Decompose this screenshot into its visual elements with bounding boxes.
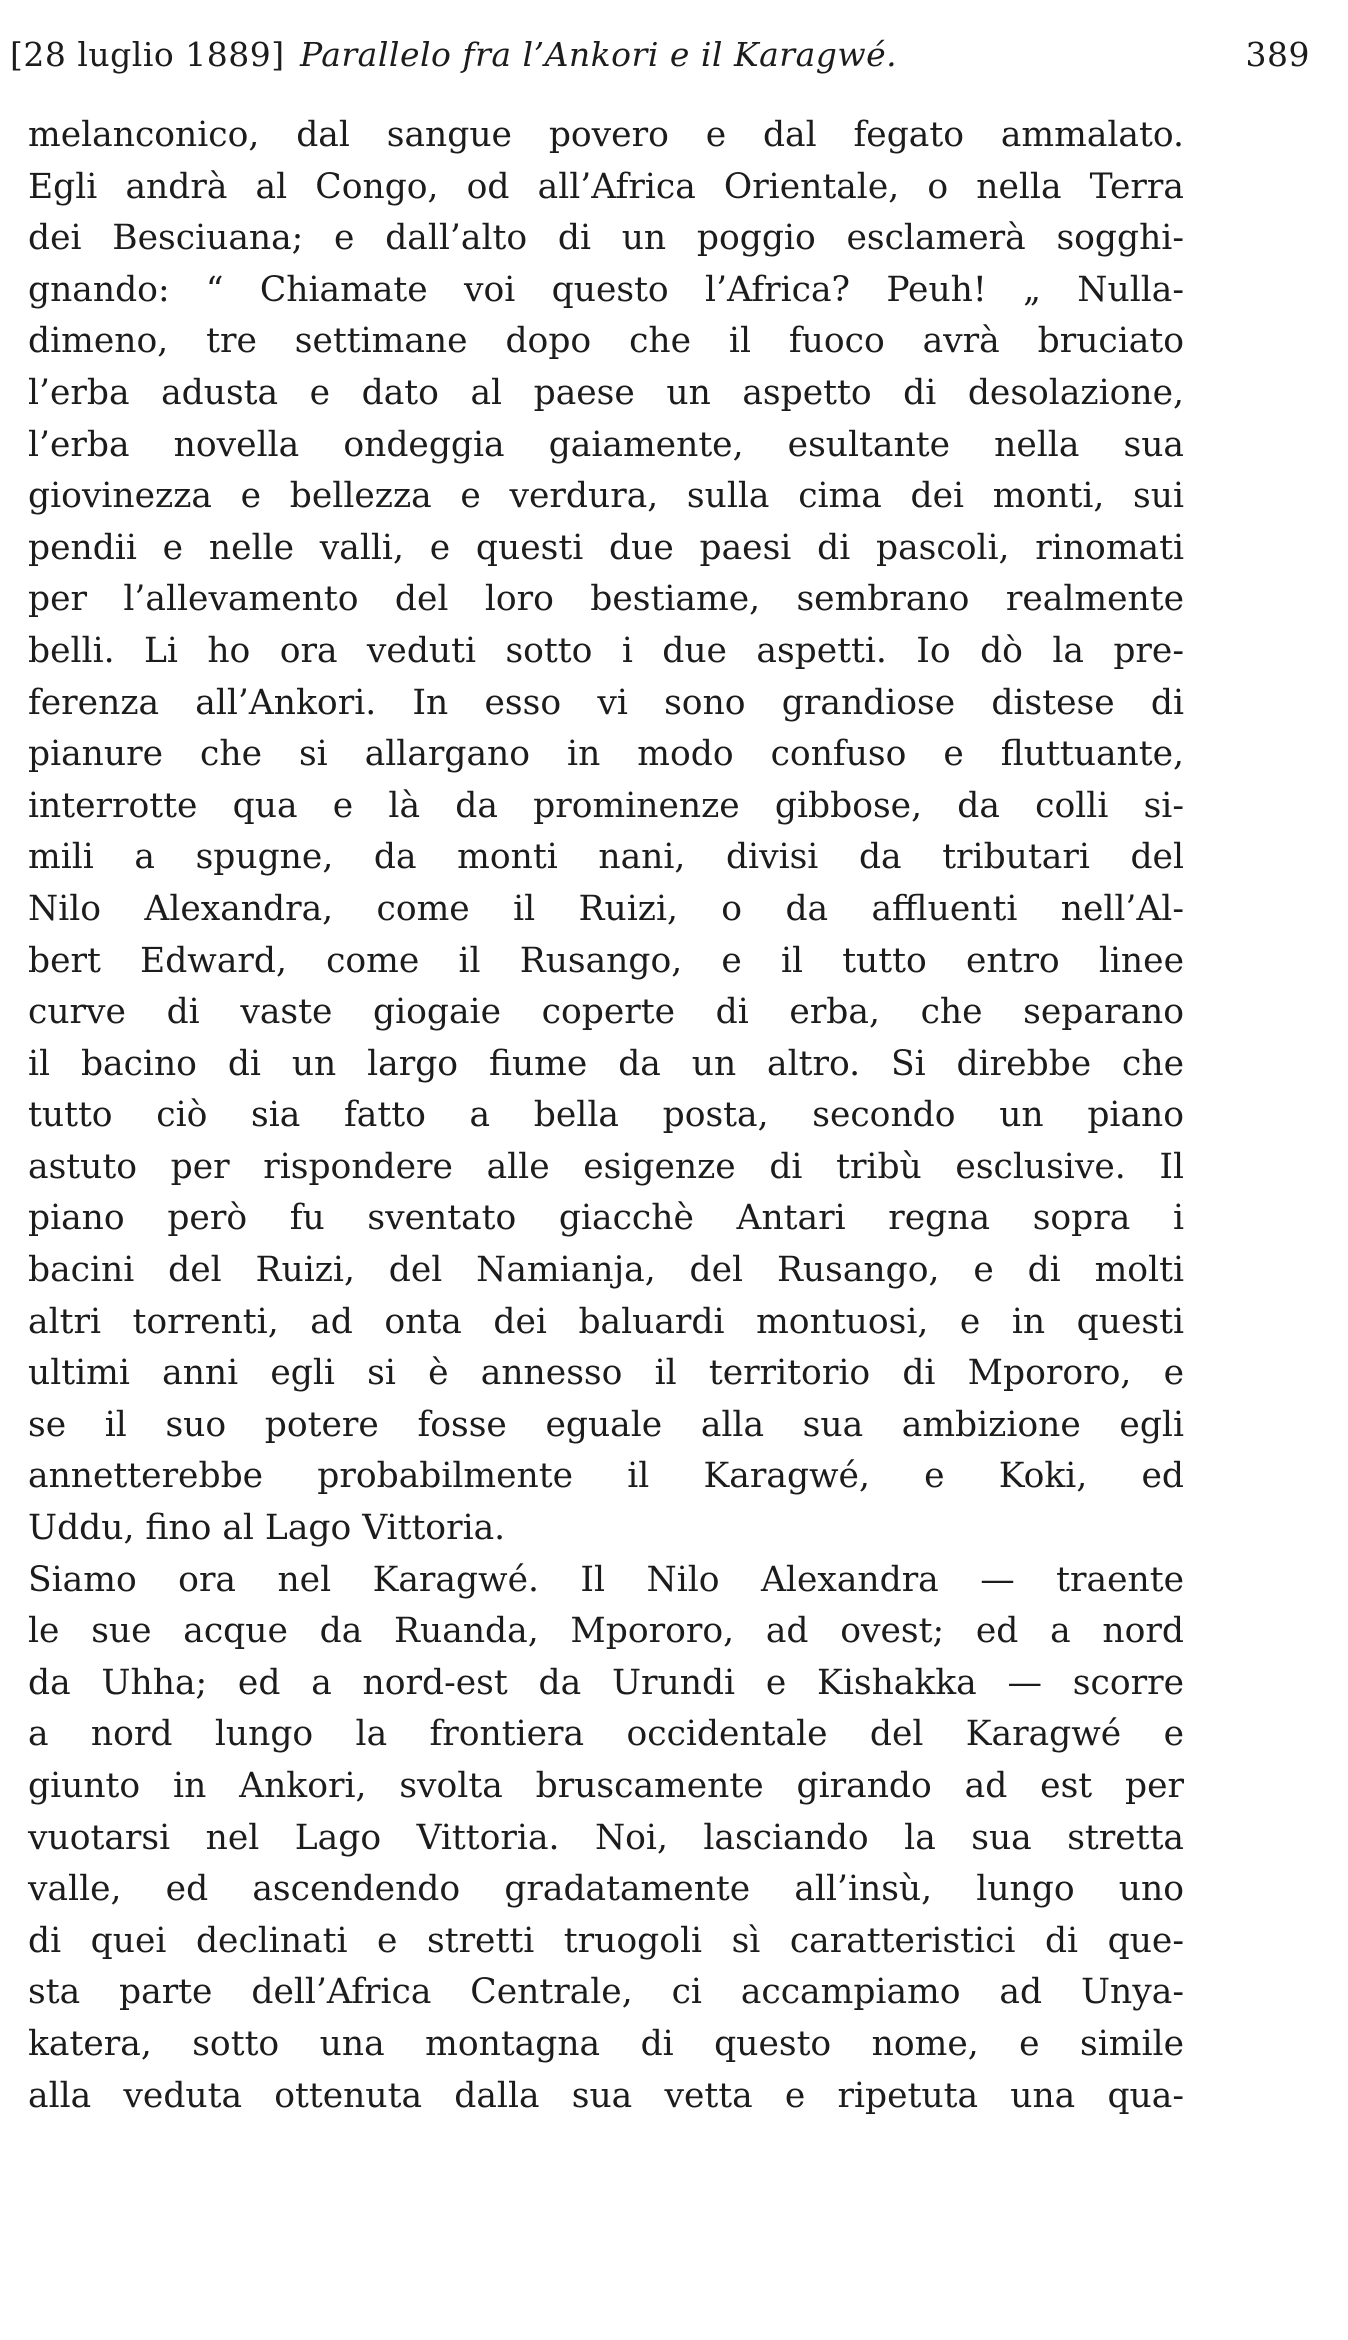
text-line: melanconico, dal sangue povero e dal fegato ammalato. — [28, 115, 1184, 155]
text-line: piano però fu sventato giacchè Antari regna sopra i — [28, 1198, 1184, 1239]
text-line: bert Edward, come il Rusango, e il tutto entro linee — [28, 940, 1184, 981]
text-line: vuotarsi nel Lago Vittoria. Noi, lasciando la sua stretta — [28, 1817, 1184, 1858]
text-line: katera, sotto una montagna di questo nome, e simile — [28, 2023, 1184, 2064]
text-line: a nord lungo la frontiera occidentale del Karagwé e — [28, 1714, 1184, 1755]
text-line: mili a spugne, da monti nani, divisi da tributari del — [28, 837, 1184, 878]
text-line: il bacino di un largo fiume da un altro. Si direbbe che — [28, 1043, 1184, 1084]
header-date: [28 luglio 1889] — [10, 35, 285, 74]
text-line: di quei declinati e stretti truogoli sì caratteristici di que- — [28, 1920, 1184, 1961]
text-line: interrotte qua e là da prominenze gibbose, da colli si- — [28, 785, 1184, 826]
text-line: alla veduta ottenuta dalla sua vetta e ripetuta una qua- — [28, 2075, 1184, 2116]
text-line: dimeno, tre settimane dopo che il fuoco avrà bruciato — [28, 321, 1184, 362]
text-line: Uddu, fino al Lago Vittoria. — [28, 1508, 506, 1549]
text-line: dei Besciuana; e dall’alto di un poggio esclamerà sogghi- — [28, 218, 1184, 259]
text-line: gnando: “ Chiamate voi questo l’Africa? Peuh! „ Nulla- — [28, 269, 1184, 310]
paragraph-2 — [28, 1555, 1184, 2123]
text-line: pendii e nelle valli, e questi due paesi di pascoli, rinomati — [28, 527, 1184, 568]
text-line: valle, ed ascendendo gradatamente all’insù, lungo uno — [28, 1869, 1184, 1910]
text-line: per l’allevamento del loro bestiame, sembrano realmente — [28, 579, 1184, 620]
running-header — [10, 30, 1310, 80]
body-text — [28, 110, 1184, 2122]
text-line: astuto per rispondere alle esigenze di tribù esclusive. Il — [28, 1146, 1184, 1187]
text-line: l’erba novella ondeggia gaiamente, esultante nella sua — [28, 424, 1184, 465]
text-line: curve di vaste giogaie coperte di erba, che separano — [28, 992, 1184, 1033]
text-line: bacini del Ruizi, del Namianja, del Rusango, e di molti — [28, 1250, 1184, 1291]
text-line: belli. Li ho ora veduti sotto i due aspetti. Io dò la pre- — [28, 630, 1184, 671]
text-line: da Uhha; ed a nord-est da Urundi e Kishakka — scorre — [28, 1662, 1184, 1703]
text-line: giovinezza e bellezza e verdura, sulla cima dei monti, sui — [28, 476, 1184, 517]
text-line: Siamo ora nel Karagwé. Il Nilo Alexandra — traente — [28, 1559, 1184, 1600]
text-line: sta parte dell’Africa Centrale, ci accampiamo ad Unya- — [28, 1972, 1184, 2013]
text-line: se il suo potere fosse eguale alla sua ambizione egli — [28, 1404, 1184, 1445]
text-line: annetterebbe probabilmente il Karagwé, e Koki, ed — [28, 1456, 1184, 1497]
header-title: Parallelo fra l’Ankori e il Karagwé. — [300, 35, 898, 74]
text-line: ultimi anni egli si è annesso il territorio di Mpororo, e — [28, 1353, 1184, 1394]
text-line: l’erba adusta e dato al paese un aspetto di desolazione, — [28, 372, 1184, 413]
text-line: Egli andrà al Congo, od all’Africa Orientale, o nella Terra — [28, 166, 1184, 207]
text-line: le sue acque da Ruanda, Mpororo, ad ovest; ed a nord — [28, 1611, 1184, 1652]
page-number: 389 — [1245, 35, 1310, 74]
text-line: tutto ciò sia fatto a bella posta, secondo un piano — [28, 1095, 1184, 1136]
text-line: altri torrenti, ad onta dei baluardi montuosi, e in questi — [28, 1301, 1184, 1342]
text-line: Nilo Alexandra, come il Ruizi, o da affluenti nell’Al- — [28, 888, 1184, 929]
text-line: ferenza all’Ankori. In esso vi sono grandiose distese di — [28, 682, 1184, 723]
text-line: giunto in Ankori, svolta bruscamente girando ad est per — [28, 1766, 1184, 1806]
text-line: pianure che si allargano in modo confuso e fluttuante, — [28, 734, 1184, 775]
paragraph-1 — [28, 110, 1184, 1555]
